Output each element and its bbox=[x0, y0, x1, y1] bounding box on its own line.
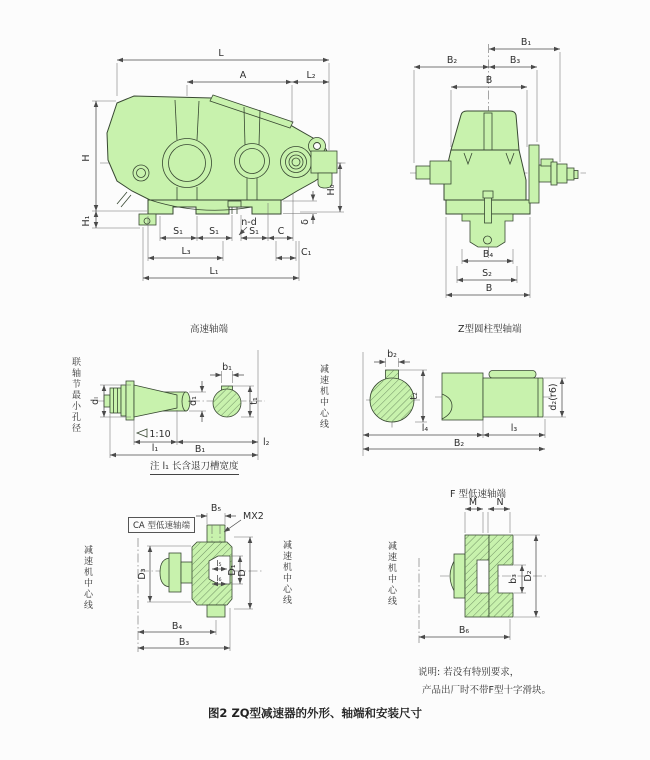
ca-centerline-note-left: 减速机中心线 bbox=[82, 545, 92, 611]
dim-B2: B₂ bbox=[446, 55, 458, 66]
note-line-1: 说明: 若没有特别要求， bbox=[418, 667, 520, 678]
dim-n-d: n-d bbox=[241, 217, 257, 228]
dim-B3-ca: B₃ bbox=[178, 637, 190, 648]
dim-D3: D₃ bbox=[137, 568, 148, 580]
dim-A: A bbox=[239, 70, 247, 81]
foot-tab bbox=[139, 214, 156, 225]
output-shaft-stub bbox=[311, 151, 337, 173]
dim-L2: L₂ bbox=[306, 70, 316, 81]
hs-shaft-view bbox=[90, 350, 270, 460]
dim-l3: l₃ bbox=[510, 423, 518, 434]
dim-B4: B₄ bbox=[482, 249, 494, 260]
dim-L1: L₁ bbox=[209, 266, 219, 277]
dim-C: C bbox=[277, 226, 285, 237]
dim-B3: B₃ bbox=[509, 55, 521, 66]
z-shaft-body bbox=[442, 373, 483, 420]
dim-B1: B₁ bbox=[520, 37, 532, 48]
dim-MX2: MX2 bbox=[243, 511, 264, 522]
dim-d1: d₁ bbox=[188, 396, 199, 406]
dim-B4-ca: B₄ bbox=[171, 621, 183, 632]
dim-D: D bbox=[237, 569, 248, 577]
dim-B6: B₆ bbox=[458, 625, 470, 636]
shaft-nut bbox=[110, 388, 121, 413]
input-shaft-stub bbox=[416, 166, 431, 179]
dim-l1: l₁ bbox=[151, 443, 159, 454]
dim-l4: l₄ bbox=[421, 423, 429, 434]
dim-H: H bbox=[81, 154, 92, 162]
dim-l6: l₆ bbox=[216, 574, 222, 583]
ca-view-label: CA 型低速轴端 bbox=[128, 517, 195, 533]
dim-taper: 1:10 bbox=[149, 429, 171, 440]
dim-t2: t₂ bbox=[409, 392, 420, 400]
dim-S1a: S₁ bbox=[173, 226, 183, 237]
dim-dL: dₗ bbox=[90, 397, 101, 405]
note-line-2: 产品出厂时不带F型十字滑块。 bbox=[422, 685, 551, 696]
dim-B1-shaft: B₁ bbox=[194, 444, 206, 455]
f-view-caption: F 型低速轴端 bbox=[450, 489, 506, 500]
dim-B-top: B bbox=[485, 75, 493, 86]
dim-t1: t₁ bbox=[249, 397, 260, 405]
z-shaft-end bbox=[483, 378, 543, 417]
coupling-bore-note: 联轴节最小孔径 bbox=[70, 357, 80, 434]
figure-caption: 图2 ZQ型减速器的外形、轴端和安装尺寸 bbox=[207, 706, 423, 720]
dim-C1: C₁ bbox=[301, 247, 312, 258]
dim-D2: D₂ bbox=[523, 570, 534, 582]
f-shaft-view bbox=[419, 497, 548, 643]
dim-S1b: S₁ bbox=[209, 226, 219, 237]
output-flange-disc bbox=[529, 145, 539, 203]
ca-bottom-tab bbox=[207, 605, 225, 617]
base-flange bbox=[148, 200, 281, 214]
dim-B-bottom: B bbox=[485, 283, 493, 294]
dim-B5: B₅ bbox=[210, 503, 222, 514]
housing-body bbox=[107, 96, 330, 200]
dim-l5: l₅ bbox=[216, 559, 222, 568]
dim-b3: b₃ bbox=[508, 574, 519, 584]
dim-S2: S₂ bbox=[482, 268, 492, 279]
ca-top-tab bbox=[207, 525, 225, 542]
dim-D1: D₁ bbox=[227, 564, 238, 576]
z-shaft-view bbox=[363, 349, 566, 456]
dim-H1: H₁ bbox=[81, 215, 92, 227]
ca-centerline-note-right: 减速机中心线 bbox=[281, 540, 291, 606]
dim-b2: b₂ bbox=[387, 349, 397, 360]
taper-section bbox=[134, 385, 177, 417]
z-view-caption: Z型圆柱型轴端 bbox=[458, 324, 522, 335]
dim-L3: L₃ bbox=[181, 246, 191, 257]
dim-B2-shaft: B₂ bbox=[453, 438, 465, 449]
dim-l2: l₂ bbox=[263, 437, 270, 448]
dim-b1: b₁ bbox=[222, 362, 232, 373]
taper-symbol-icon bbox=[137, 429, 147, 437]
dim-d2: d₂(r6) bbox=[548, 383, 559, 411]
side-view bbox=[81, 48, 348, 281]
dim-M: M bbox=[468, 497, 478, 508]
dim-delta: δ bbox=[300, 219, 311, 225]
hs-view-caption: 高速轴端 bbox=[190, 324, 229, 335]
end-view bbox=[410, 37, 586, 298]
dim-H0: H₀ bbox=[326, 184, 337, 196]
dim-L: L bbox=[218, 48, 224, 59]
z-centerline-note: 减速机中心线 bbox=[318, 364, 328, 430]
dim-N: N bbox=[496, 497, 504, 508]
hs-shaft-note: 注 l₁ 长含退刀槽宽度 bbox=[150, 458, 239, 475]
dim-S1c: S₁ bbox=[249, 226, 259, 237]
f-centerline-note: 减速机中心线 bbox=[386, 541, 396, 607]
